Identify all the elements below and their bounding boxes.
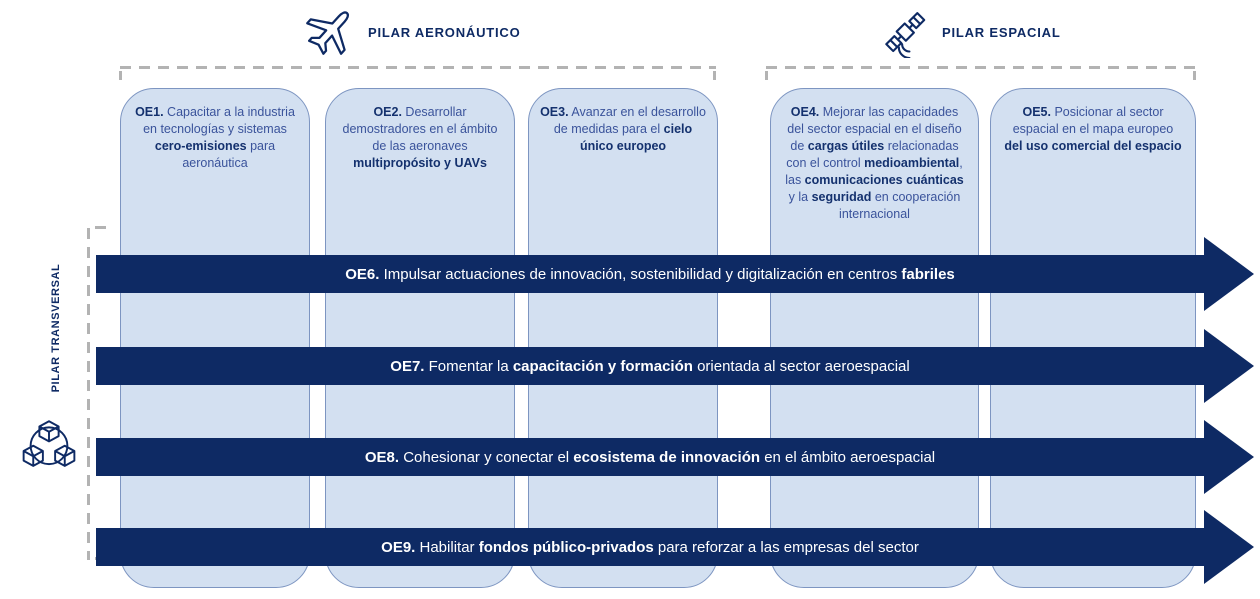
transversal-group-dashed-line [87, 228, 90, 560]
objective-card-oe4 [770, 88, 979, 588]
objective-arrow-oe9-body [96, 528, 1204, 566]
objective-arrow-oe7 [96, 347, 1254, 385]
aeronautic-group-dashed-line [120, 66, 716, 69]
arrowhead-right-icon [1204, 510, 1254, 584]
pilar-transversal-label: PILAR TRANSVERSAL [50, 263, 62, 393]
objective-arrow-oe9 [96, 528, 1254, 566]
objective-arrow-oe6-body [96, 255, 1204, 293]
objective-card-oe3-text: OE3. Avanzar en el desarrollo de medidas para el cielo único europeo [540, 105, 706, 153]
objective-card-oe5 [990, 88, 1196, 588]
objective-arrow-oe6 [96, 255, 1254, 293]
objective-arrow-oe8-text: OE8. Cohesionar y conectar el ecosistema de innovación en el ámbito aeroespacial [364, 448, 936, 466]
aeronautic-dash-arm-left [119, 71, 122, 80]
objective-card-oe2-text: OE2. Desarrollar demostradores en el ámbito de las aeronaves multipropósito y UAVs [342, 105, 498, 170]
airplane-icon [300, 4, 360, 60]
pilar-aeronautico-header [300, 4, 521, 60]
arrowhead-right-icon [1204, 420, 1254, 494]
aeronautic-dash-arm-right [713, 71, 716, 80]
objective-arrow-oe8-body [96, 438, 1204, 476]
objective-arrow-oe7-body [96, 347, 1204, 385]
objective-arrow-oe6-text: OE6. Impulsar actuaciones de innovación, sostenibilidad y digitalización en centros fabriles [345, 265, 955, 283]
objective-card-oe1 [120, 88, 310, 588]
objective-card-oe1-text: OE1. Capacitar a la industria en tecnologías y sistemas cero-emisiones para aeronáutica [135, 105, 295, 170]
objective-card-oe2 [325, 88, 515, 588]
space-dash-arm-right [1193, 71, 1196, 80]
objective-card-oe4-text: OE4. Mejorar las capacidades del sector espacial en el diseño de cargas útiles relacionadas con el control medioambiental, las comunicaciones cuánticas y la seguridad en cooperación internacional [785, 105, 964, 221]
transversal-dash-arm-top [95, 226, 106, 229]
pilar-espacial-header [880, 6, 1061, 58]
arrowhead-right-icon [1204, 329, 1254, 403]
arrowhead-right-icon [1204, 237, 1254, 311]
pilar-espacial-label: PILAR ESPACIAL [942, 24, 1061, 40]
objective-card-oe3 [528, 88, 718, 588]
objective-card-oe5-text: OE5. Posicionar al sector espacial en el mapa europeo del uso comercial del espacio [1004, 105, 1182, 153]
space-dash-arm-left [765, 71, 768, 80]
objective-arrow-oe8 [96, 438, 1254, 476]
boxes-icon [20, 416, 78, 472]
objective-arrow-oe7-text: OE7. Fomentar la capacitación y formación orientada al sector aeroespacial [390, 357, 910, 375]
objective-arrow-oe9-text: OE9. Habilitar fondos público-privados para reforzar a las empresas del sector [381, 538, 919, 556]
space-group-dashed-line [766, 66, 1196, 69]
pilar-aeronautico-label: PILAR AERONÁUTICO [368, 24, 521, 40]
satellite-icon [880, 6, 934, 58]
